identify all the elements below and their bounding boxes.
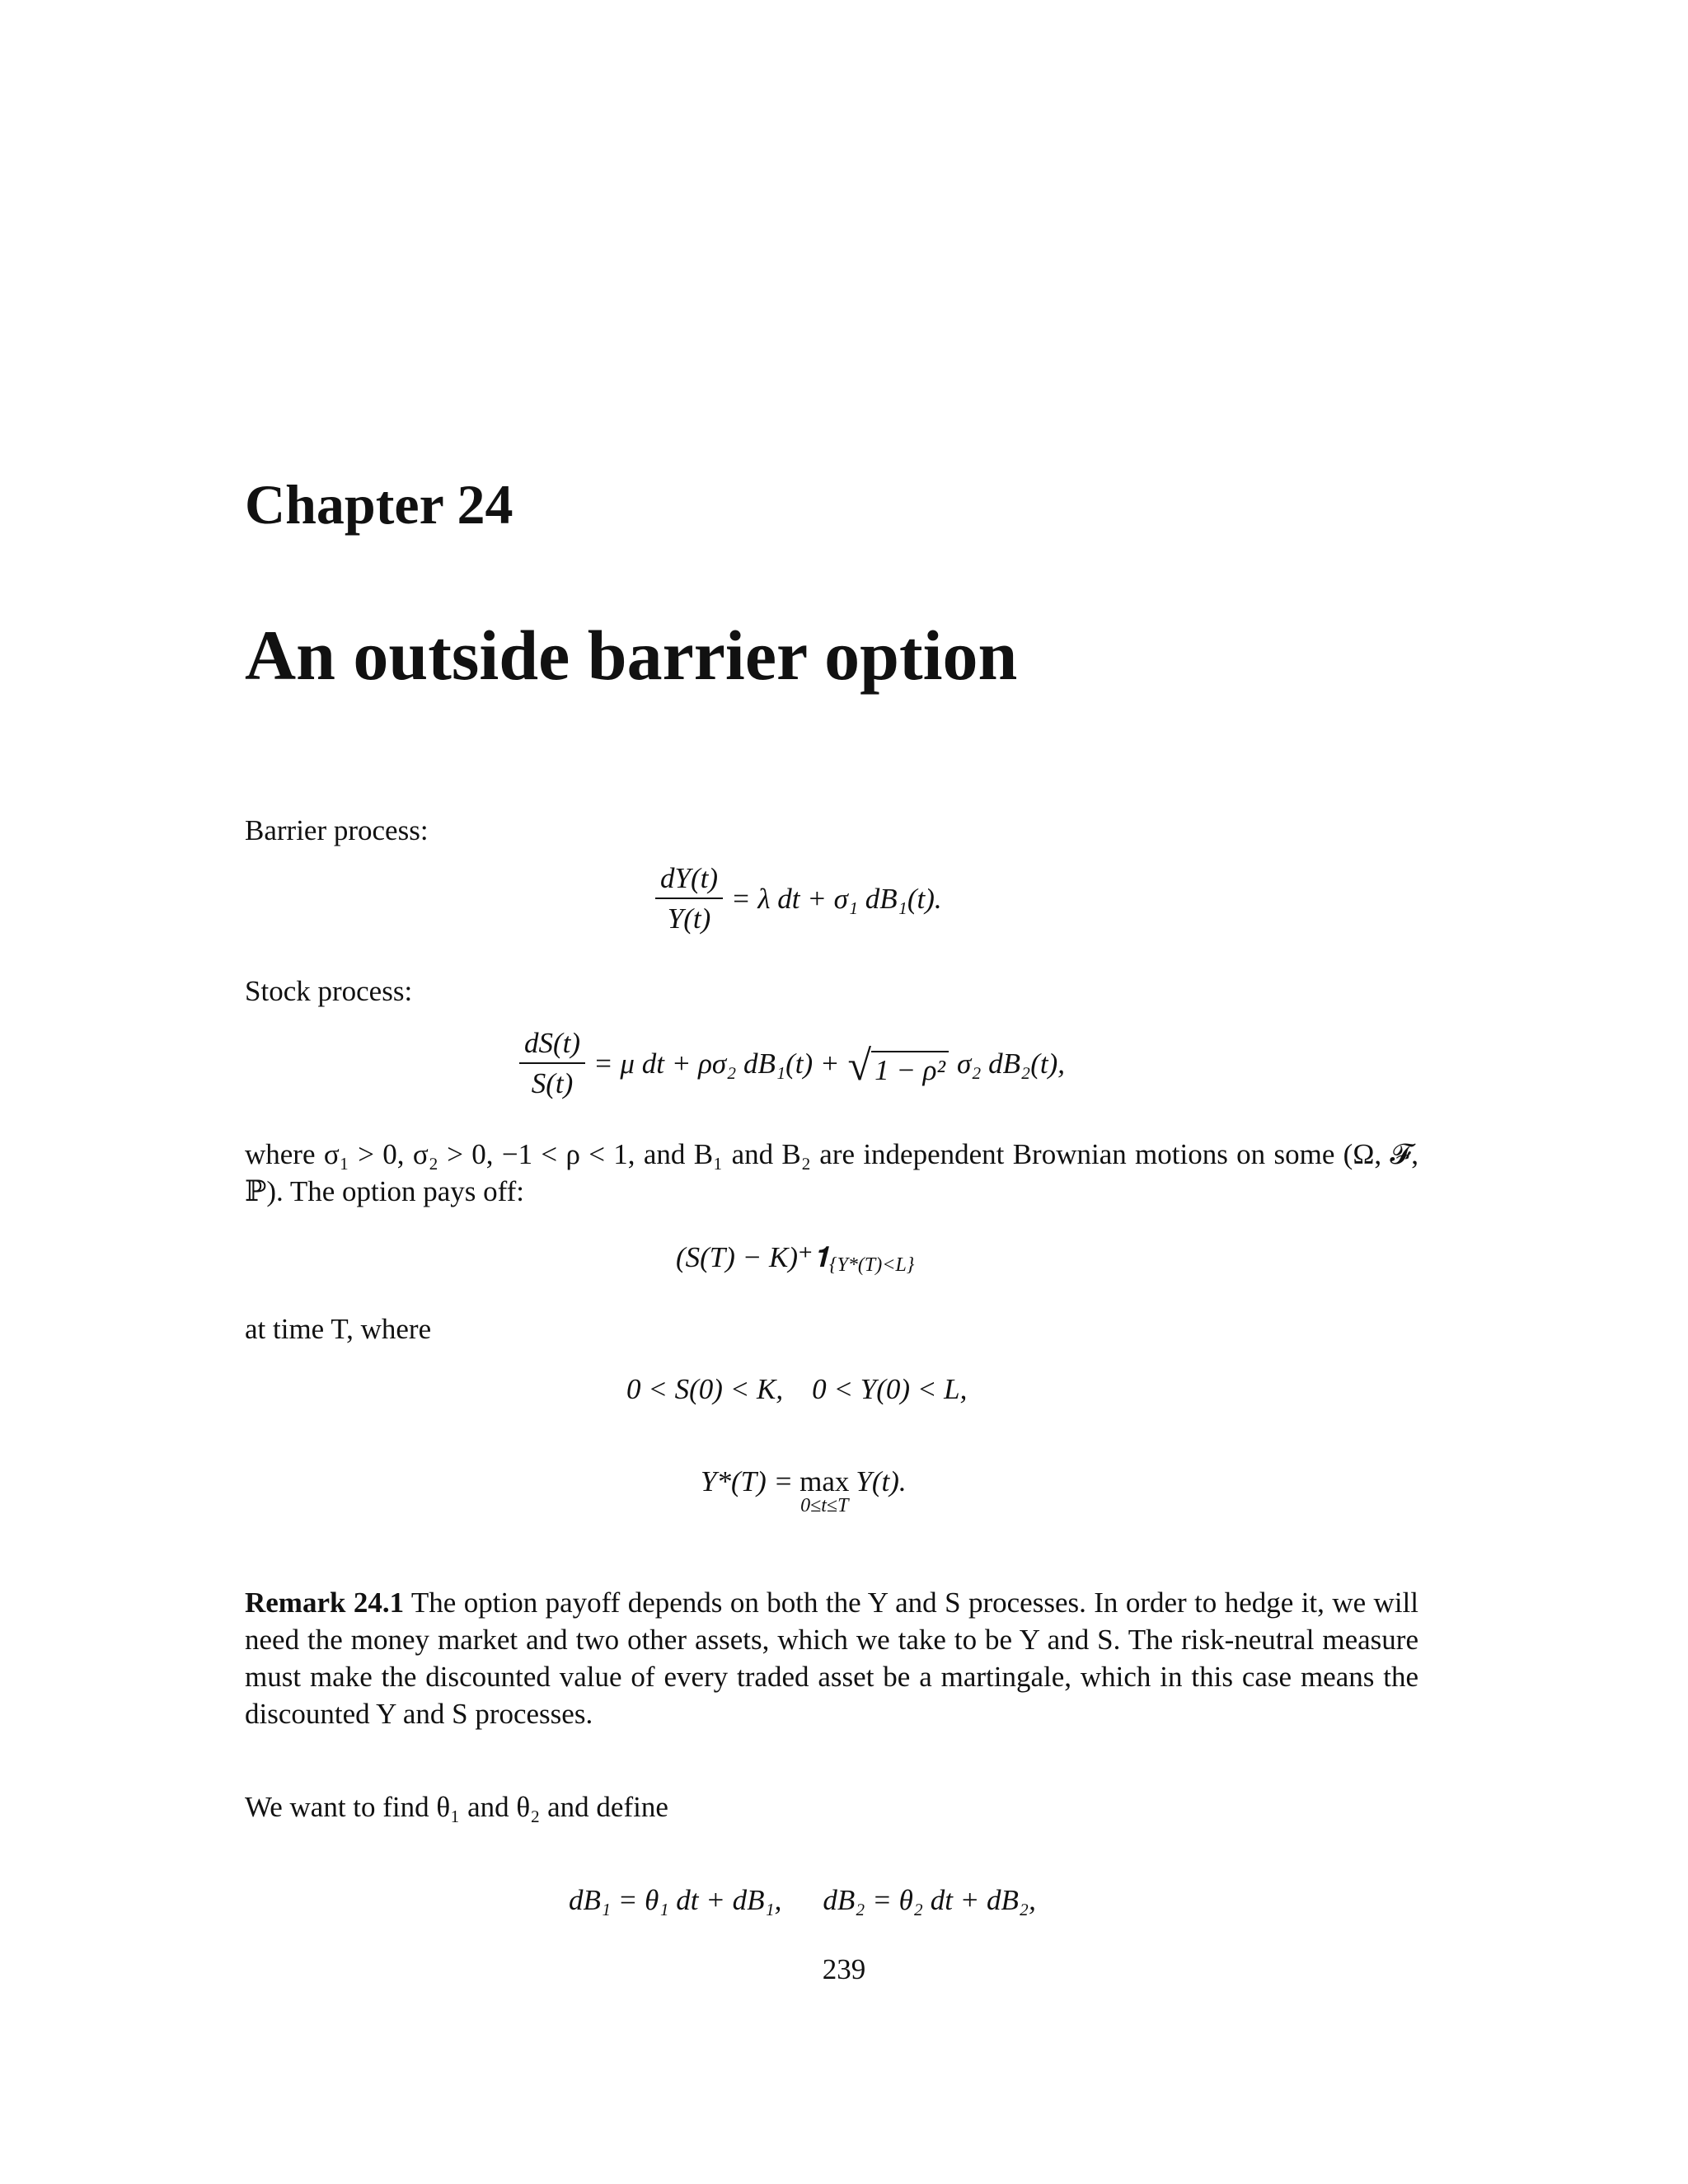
conditions-text: 0 < S(0) < K, 0 < Y(0) < L, — [626, 1372, 968, 1405]
where-paragraph — [245, 1136, 1418, 1210]
remark-block — [245, 1584, 1418, 1732]
stock-denominator: S(t) — [531, 1067, 574, 1099]
barrier-fraction — [655, 864, 723, 933]
remark-label: Remark 24.1 — [245, 1586, 405, 1619]
max-op-text: max — [799, 1465, 850, 1497]
stock-process-label: Stock process: — [245, 975, 413, 1007]
max-rhs: Y(t). — [856, 1465, 907, 1497]
barrier-rhs: = λ dt + σ₁ dB₁(t). — [731, 882, 942, 915]
payoff-indicator-subscript: {Y*(T)<L} — [828, 1254, 915, 1276]
page-number: 239 — [822, 1953, 866, 1985]
maximum-equation — [701, 1467, 907, 1533]
barrier-numerator: dY(t) — [655, 864, 723, 899]
barrier-denominator: Y(t) — [667, 902, 711, 935]
barrier-process-label: Barrier process: — [245, 814, 429, 846]
want-text: We want to find θ₁ and θ₂ and define — [245, 1791, 668, 1823]
sqrt-radical-icon: √ — [847, 1043, 872, 1090]
girsanov-first: dB₁ = θ₁ dt + dB₁, — [569, 1883, 782, 1916]
where-text: where σ₁ > 0, σ₂ > 0, −1 < ρ < 1, and B₁ and B₂ are independent Brownian motions on some (Ω, 𝓕, ℙ). The option pays off: — [245, 1138, 1418, 1207]
stock-rhs-a: = μ dt + ρσ₂ dB₁(t) + — [593, 1047, 840, 1080]
remark-text: The option payoff depends on both the Y and S processes. In order to hedge it, we will need the money market and two other assets, which we take to be Y and S. The risk-neutral measure must make the discounted value of every traded asset be a martingale, which in this case means the discounted Y and S processes. — [245, 1586, 1418, 1730]
at-time-text: at time T, where — [245, 1313, 432, 1345]
stock-fraction — [519, 1029, 585, 1098]
chapter-label: Chapter 24 — [245, 473, 513, 536]
max-lhs: Y*(T) = — [701, 1465, 794, 1497]
girsanov-second: dB₂ = θ₂ dt + dB₂, — [823, 1883, 1036, 1916]
max-operator — [799, 1467, 849, 1516]
payoff-expression: (S(T) − K)⁺𝟏 — [676, 1240, 829, 1273]
max-limit: 0≤t≤T — [800, 1495, 849, 1516]
remark-paragraph — [245, 1584, 1418, 1732]
girsanov-equation — [569, 1875, 1036, 1924]
stock-equation — [519, 1022, 1065, 1104]
stock-numerator: dS(t) — [519, 1029, 585, 1064]
stock-rhs-b: σ₂ dB₂(t), — [956, 1047, 1065, 1080]
barrier-equation — [655, 857, 942, 940]
payoff-equation — [676, 1236, 914, 1277]
chapter-title: An outside barrier option — [245, 616, 1018, 695]
sqrt-radicand: 1 − ρ² — [871, 1051, 949, 1085]
stock-sqrt — [847, 1042, 949, 1090]
conditions-equation — [626, 1368, 967, 1409]
